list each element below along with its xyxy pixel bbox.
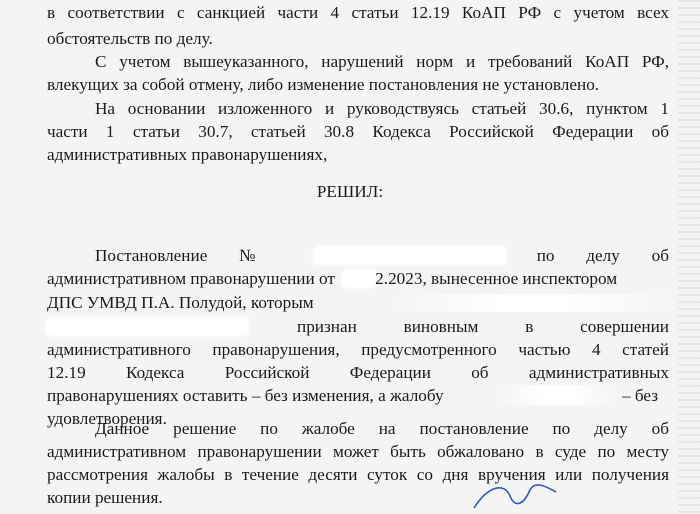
- resolution-line3-start: ДПС УМВД П.А. Полудой, которым: [47, 293, 314, 312]
- para2-line1: С учетом вышеуказанного, нарушений норм и требований КоАП РФ,: [95, 52, 669, 71]
- resolution-line2: [47, 268, 669, 290]
- redaction-block: [497, 385, 617, 405]
- decision-heading: РЕШИЛ:: [316, 182, 384, 201]
- para1-line2: обстоятельств по делу.: [47, 29, 213, 48]
- appeal-line4: копии решения.: [47, 488, 163, 507]
- scan-edge-artifact: [678, 0, 700, 514]
- para2-line2: влекущих за собой отмену, либо изменение постановления не установлено.: [47, 75, 600, 94]
- appeal-line3: рассмотрения жалобы в течение десяти суток со дня вручения или получения: [47, 465, 669, 484]
- para3-line2: части 1 статьи 30.7, статьей 30.8 Кодекса Российской Федерации об: [47, 122, 669, 141]
- redaction-block: [390, 294, 680, 312]
- resolution-line2-end: 2.2023, вынесенное инспектором: [375, 269, 618, 288]
- resolution-line6: 12.19 Кодекса Российской Федерации об административных: [47, 363, 669, 382]
- resolution-line1: [95, 245, 669, 267]
- redaction-block: [47, 319, 247, 334]
- redaction-block: [315, 248, 505, 263]
- resolution-line5: административного правонарушения, предусмотренного частью 4 статей: [47, 340, 669, 359]
- para3-line1: На основании изложенного и руководствуясь статьей 30.6, пунктом 1: [95, 99, 669, 118]
- resolution-line4-text: признан виновным в совершении: [297, 317, 669, 336]
- resolution-line1-start: Постановление №: [95, 246, 284, 265]
- para3-line3: административных правонарушениях,: [47, 145, 328, 164]
- para1-line1: в соответствии с санкцией части 4 статьи 12.19 КоАП РФ с учетом всех: [47, 3, 669, 22]
- appeal-line1: Данное решение по жалобе на постановление по делу об: [95, 419, 669, 438]
- signature-stroke-icon: [470, 478, 560, 514]
- resolution-line2-start: административном правонарушении от: [47, 269, 335, 288]
- resolution-line8: удовлетворения.: [47, 409, 167, 428]
- resolution-line1-end: по делу об: [536, 246, 669, 265]
- appeal-line2: административном правонарушении может быть обжаловано в суде по месту: [47, 442, 669, 461]
- resolution-line7-end: – без: [622, 386, 659, 405]
- redaction-block: [343, 271, 375, 286]
- resolution-line7-start: правонарушениях оставить – без изменения, а жалобу: [47, 386, 444, 405]
